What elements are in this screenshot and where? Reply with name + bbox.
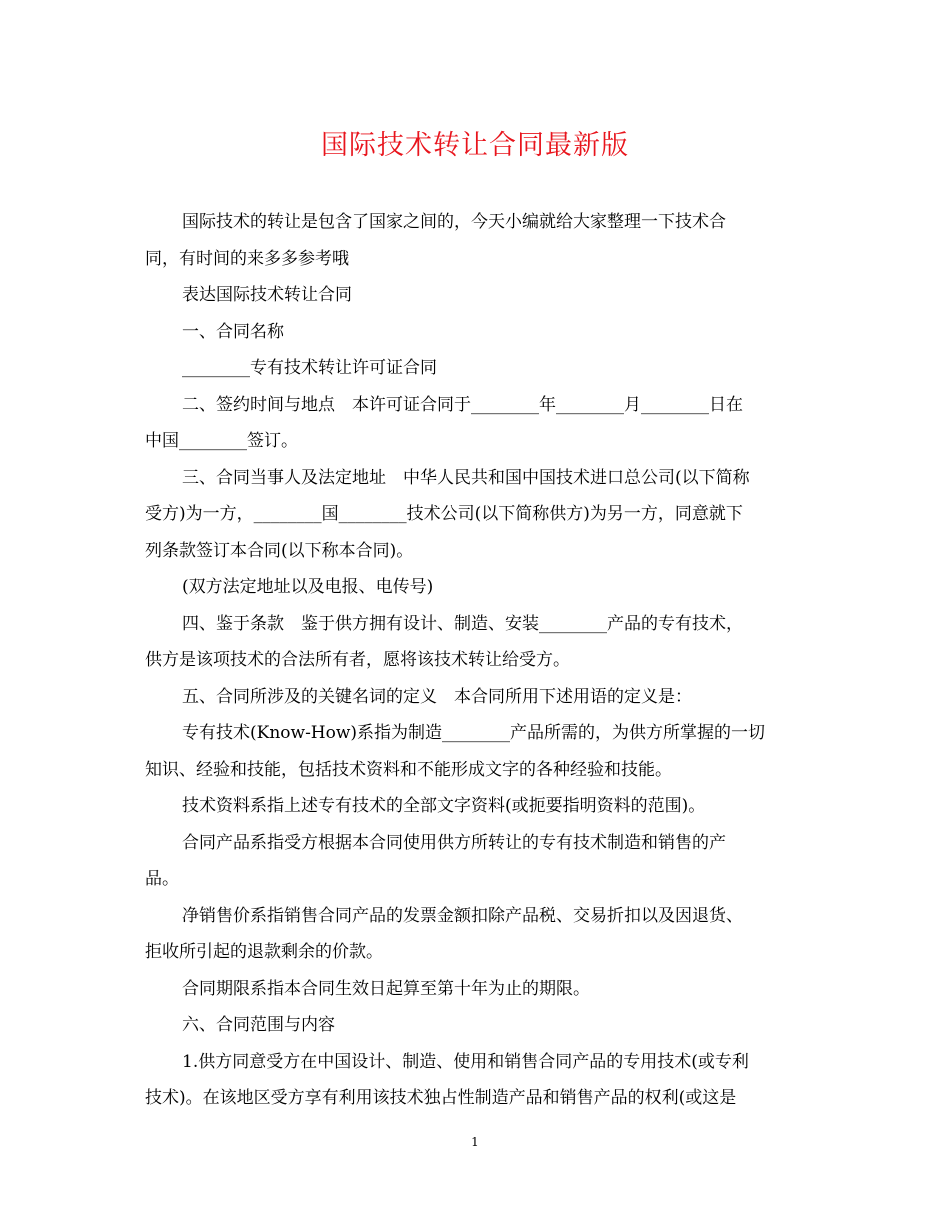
document-line: 拒收所引起的退款剩余的价款。 [145, 942, 383, 962]
page-number: 1 [471, 1135, 479, 1149]
document-line: 三、合同当事人及法定地址 中华人民共和国中国技术进口总公司(以下简称 [182, 467, 750, 488]
document-line: ________专有技术转让许可证合同 [182, 358, 437, 378]
document-line: 中国________签订。 [145, 431, 298, 451]
document-line: 一、合同名称 [182, 321, 284, 342]
document-line: 供方是该项技术的合法所有者，愿将该技术转让给受方。 [145, 650, 570, 670]
document-line: 合同期限系指本合同生效日起算至第十年为止的期限。 [182, 978, 590, 999]
document-line: 品。 [145, 869, 179, 889]
document-line: 1.供方同意受方在中国设计、制造、使用和销售合同产品的专用技术(或专利 [182, 1051, 749, 1072]
document-line: 净销售价系指销售合同产品的发票金额扣除产品税、交易折扣以及因退货、 [182, 905, 743, 926]
document-body [145, 204, 810, 1117]
document-title: 国际技术转让合同最新版 [321, 130, 629, 161]
document-line: 六、合同范围与内容 [182, 1015, 335, 1035]
document-line: 列条款签订本合同(以下称本合同)。 [145, 540, 414, 561]
document-line: 国际技术的转让是包含了国家之间的，今天小编就给大家整理一下技术合 [182, 212, 726, 232]
document-line: 技术)。在该地区受方享有利用该技术独占性制造产品和销售产品的权利(或这是 [145, 1088, 737, 1108]
document-line: 二、签约时间与地点 本许可证合同于________年________月________日在 [182, 394, 743, 415]
document-line: 技术资料系指上述专有技术的全部文字资料(或扼要指明资料的范围)。 [182, 796, 706, 816]
document-line: 同，有时间的来多多参考哦 [145, 248, 349, 269]
document-line: 五、合同所涉及的关键名词的定义 本合同所用下述用语的定义是： [182, 686, 692, 707]
document-line: 知识、经验和技能，包括技术资料和不能形成文字的各种经验和技能。 [145, 759, 672, 780]
document-line: 四、鉴于条款 鉴于供方拥有设计、制造、安装________产品的专有技术， [182, 613, 743, 634]
document-line: 合同产品系指受方根据本合同使用供方所转让的专有技术制造和销售的产 [182, 832, 726, 853]
document-line: (双方法定地址以及电报、电传号) [182, 577, 434, 597]
document-line: 专有技术(Know-How)系指为制造________产品所需的，为供方所掌握的一切 [182, 723, 766, 743]
document-line: 受方)为一方，________国________技术公司(以下简称供方)为另一方，同意就下 [145, 504, 743, 524]
document-line: 表达国际技术转让合同 [182, 285, 352, 305]
